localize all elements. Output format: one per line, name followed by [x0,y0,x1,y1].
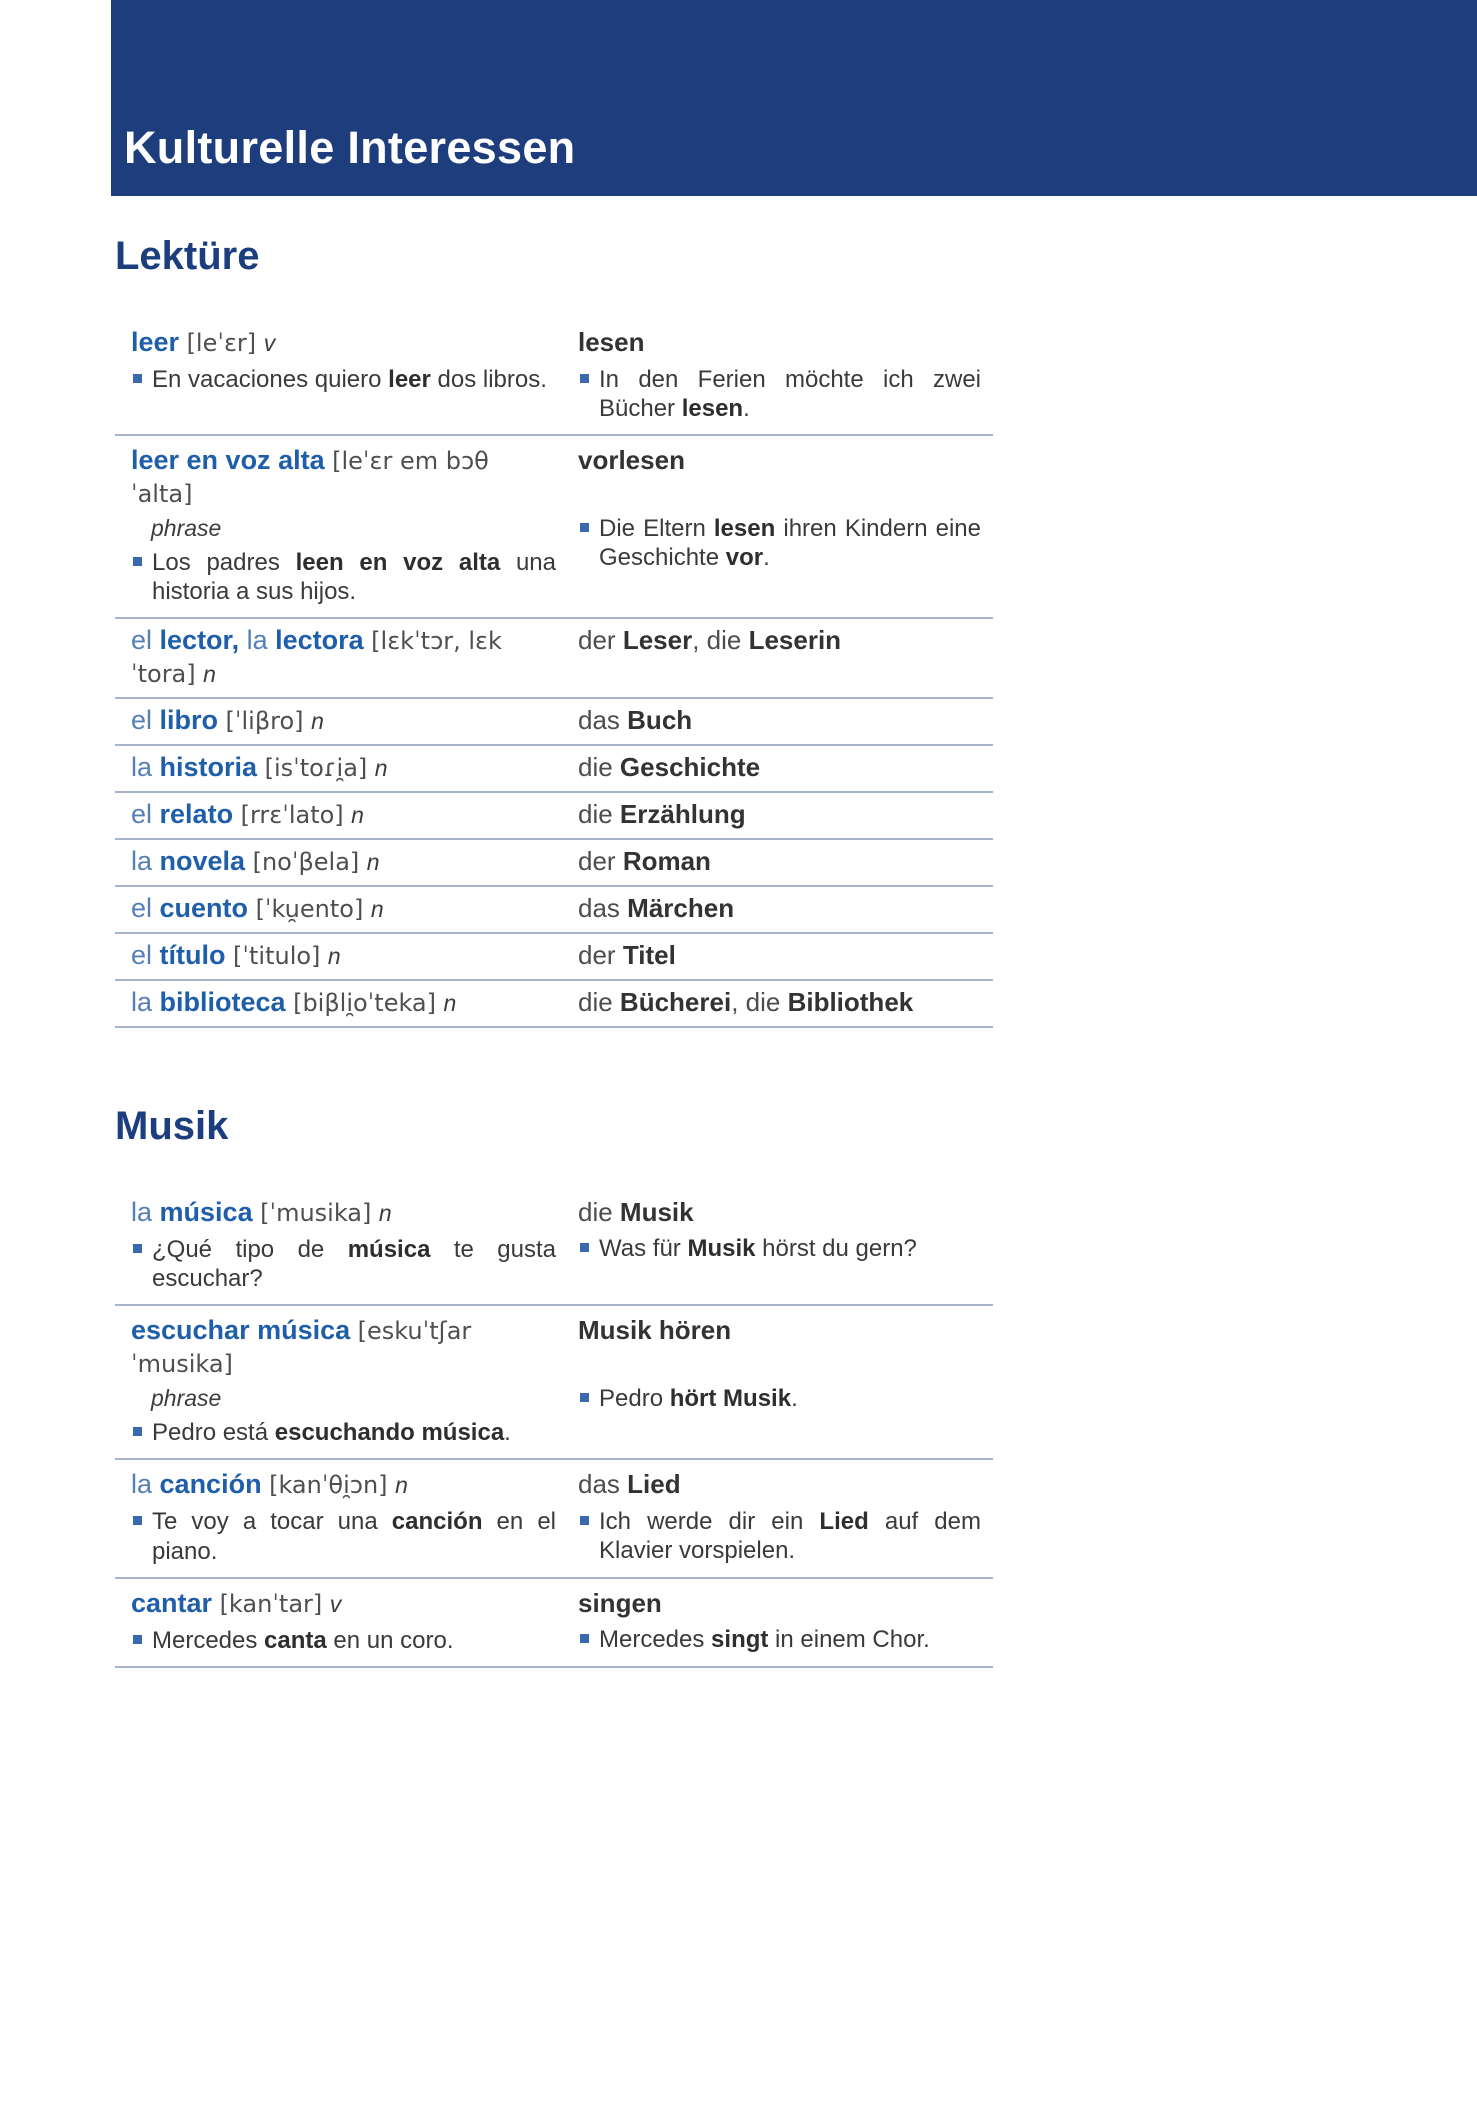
example-text: Pedro [599,1384,670,1412]
example-text: Ich werde dir ein [599,1507,820,1535]
example-sentence [599,1625,981,1654]
entry-spanish [115,845,578,878]
entry-row [115,1579,993,1668]
de-keyword: Bibliothek [787,986,914,1017]
example-text: una historia a sus hijos. [152,548,556,606]
entry-spanish [115,1314,578,1447]
example-bold-word: lesen [713,514,776,542]
de-article: der [578,625,623,656]
example-text: en un coro. [326,1626,454,1654]
chapter-title: Kulturelle Interessen [124,122,576,173]
es-head-line [131,1196,556,1229]
phonetic-transcription: [ˈku̯ento] [255,895,364,924]
phonetic-transcription: [kanˈtar] [219,1589,323,1618]
es-head-line [131,939,556,972]
example-item [578,1384,981,1413]
entries-list [115,318,993,1028]
example-item [578,1234,981,1263]
es-headword: canción [159,1469,262,1500]
de-keyword: Musik [619,1196,694,1227]
example-text: te gusta escuchar? [152,1235,557,1293]
entry-row [115,1460,993,1578]
entry-row [115,619,993,699]
de-head-line [578,845,981,878]
example-bold-word: leen en voz alta [295,548,501,576]
de-head-line [578,444,981,477]
example-item [578,514,981,573]
phonetic-transcription: [leˈɛr] [186,329,257,357]
part-of-speech-label: n [327,943,341,969]
es-headword: cuento [159,893,249,924]
entry-row [115,981,993,1028]
es-article: la [131,1469,160,1500]
example-text: Mercedes [599,1626,712,1654]
es-article: la [131,846,160,877]
es-head-line [131,624,556,690]
example-bold-word: hört Musik [669,1384,792,1412]
es-headword: música [159,1196,253,1227]
entries-list [115,1188,993,1668]
bullet-square-icon [580,1393,589,1402]
example-text: Was für [599,1235,688,1263]
phonetic-transcription: [leˈɛr em bɔθ ˈalta] [131,447,489,508]
de-head-line [578,1468,981,1501]
example-sentence [599,514,981,573]
part-of-speech-label: n [351,802,364,829]
entry-spanish [115,798,578,831]
de-keyword: Leserin [748,625,842,656]
example-item [578,1625,981,1654]
entry-german [578,845,993,878]
entry-spanish [115,624,578,690]
phonetic-transcription: [isˈtoɾi̯a] [264,754,368,783]
es-article: el [131,625,160,656]
de-keyword: Musik hören [578,1315,732,1346]
example-sentence [152,1235,556,1294]
example-bold-word: canta [264,1626,327,1654]
bullet-square-icon [133,1427,142,1436]
entry-german [578,624,993,690]
es-headword: lectora [275,625,364,656]
example-text: in einem Chor. [768,1626,930,1654]
section-heading: Lektüre [115,234,260,278]
es-article: la [131,986,160,1017]
es-head-line [131,1314,556,1380]
de-article: die [578,1196,620,1227]
example-bold-word: canción [391,1508,483,1536]
entry-german [578,704,993,737]
phonetic-transcription: [noˈβela] [252,848,360,877]
part-of-speech-label: v [329,1590,342,1617]
de-keyword: Erzählung [619,799,746,830]
part-of-speech-label: n [311,708,324,735]
de-keyword: Geschichte [619,752,761,783]
bullet-square-icon [133,1244,142,1253]
example-text: . [763,543,770,571]
content [115,196,993,1668]
example-item [131,365,556,394]
example-text: Los padres [152,548,296,576]
example-text: auf dem Klavier vorspielen. [599,1507,981,1565]
entry-row [115,318,993,436]
example-text: ihren Kindern eine Geschichte [599,514,981,571]
entry-row [115,1188,993,1306]
de-keyword: Lied [627,1469,681,1500]
es-head-line [131,326,556,359]
es-article: la [131,752,160,783]
es-headword: relato [159,799,234,830]
de-keyword: singen [578,1587,662,1618]
phonetic-transcription: [kanˈθi̯ɔn] [269,1471,388,1500]
example-item [131,1235,556,1294]
entry-spanish [115,892,578,925]
example-sentence [152,1626,556,1655]
de-head-line [578,624,981,657]
de-head-line [578,704,981,737]
entry-spanish [115,751,578,784]
chapter-header-band [111,0,1477,196]
es-headword: historia [159,752,258,783]
de-head-line [578,939,981,972]
es-headword: leer en voz alta [131,445,325,476]
example-text: dos libros. [430,365,547,393]
de-article: das [578,1469,628,1500]
bullet-square-icon [133,1635,142,1644]
entry-german [578,986,993,1019]
entry-row [115,793,993,840]
bullet-square-icon [133,1516,142,1525]
de-keyword: lesen [578,327,645,357]
part-of-speech-label: phrase [151,1385,222,1412]
example-text: ¿Qué tipo de [152,1235,348,1263]
de-keyword: Bücherei [619,986,732,1017]
phonetic-transcription: [ˈtitulo] [233,942,321,970]
de-keyword: Titel [622,940,676,970]
entry-german [578,1314,993,1447]
example-bold-word: lesen [681,394,744,422]
es-head-line [131,845,556,878]
example-text: . [743,394,750,422]
de-head-line [578,751,981,784]
entry-german [578,444,993,606]
example-sentence [599,365,981,424]
es-headword: libro [159,705,219,736]
bullet-square-icon [580,1634,589,1643]
de-keyword: Leser [622,625,693,656]
es-headword: biblioteca [159,986,286,1017]
es-headword: lector, [159,625,240,656]
de-keyword: vorlesen [578,445,685,476]
example-sentence [599,1507,981,1566]
es-head-line [131,751,556,784]
phonetic-transcription: [lɛkˈtɔr, lɛkˈtora] [131,627,502,689]
es-headword: título [159,940,226,970]
example-text: en el piano. [152,1508,556,1565]
example-bold-word: Musik [687,1235,756,1263]
entry-spanish [115,939,578,972]
example-bold-word: singt [711,1626,769,1654]
bullet-square-icon [580,1243,589,1252]
example-text: Mercedes [152,1626,265,1654]
es-article: la [131,1196,160,1227]
example-item [131,1626,556,1655]
entry-spanish [115,444,578,606]
phonetic-transcription: [ˈmusika] [260,1198,372,1227]
part-of-speech-label: n [370,896,384,923]
es-headword: cantar [131,1587,213,1618]
entry-german [578,892,993,925]
es-article: la [239,625,276,656]
de-article: der [578,940,623,970]
bullet-square-icon [133,374,142,383]
entry-row [115,840,993,887]
es-article: el [131,799,160,830]
example-text: In den Ferien möchte ich zwei Bücher [599,365,981,422]
example-bold-word: Lied [819,1507,869,1535]
de-article: der [578,846,623,877]
part-of-speech-label: v [263,330,276,356]
entry-spanish [115,986,578,1019]
es-head-line [131,798,556,831]
example-item [578,1507,981,1566]
section-lektuere [115,234,993,1028]
part-of-speech-label: phrase [151,514,222,541]
entry-german [578,1587,993,1655]
de-head-line [578,1587,981,1620]
example-item [131,1507,556,1566]
example-text: En vacaciones quiero [152,365,389,393]
entry-row [115,934,993,981]
example-text: Te voy a tocar una [152,1508,392,1536]
de-article: die [578,799,620,830]
example-text: hörst du gern? [755,1235,917,1263]
entry-spanish [115,1196,578,1293]
example-sentence [152,1507,556,1566]
example-bold-word: vor [725,543,764,571]
example-bold-word: escuchando música [274,1419,505,1447]
bullet-square-icon [580,374,589,383]
de-head-line [578,326,981,359]
example-text: Pedro está [152,1419,275,1447]
part-of-speech-label: n [203,661,216,688]
example-item [131,548,556,607]
bullet-square-icon [580,1516,589,1525]
de-keyword: Roman [622,846,711,877]
entry-row [115,887,993,934]
de-head-line [578,986,981,1019]
de-article: , die [731,986,788,1017]
de-article: die [578,752,620,783]
es-headword: leer [131,327,180,357]
part-of-speech-label: n [378,1199,392,1226]
example-text: Die Eltern [599,514,714,542]
entry-spanish [115,1468,578,1565]
entry-german [578,1468,993,1565]
es-head-line [131,986,556,1019]
entry-row [115,1306,993,1460]
de-article: das [578,705,628,736]
part-of-speech-label: n [443,989,457,1016]
part-of-speech-label: n [366,849,380,876]
entry-german [578,751,993,784]
example-text: . [504,1419,511,1447]
de-head-line [578,892,981,925]
de-head-line [578,1196,981,1229]
es-article: el [131,940,160,970]
entry-german [578,326,993,423]
es-head-line [131,892,556,925]
de-head-line [578,1314,981,1347]
section-heading: Musik [115,1103,229,1148]
entry-german [578,798,993,831]
entry-row [115,746,993,793]
example-item [131,1418,556,1447]
example-sentence [599,1234,981,1263]
phonetic-transcription: [ˈliβro] [225,707,304,736]
section-musik [115,1104,993,1668]
part-of-speech-label: n [395,1472,408,1499]
es-head-line [131,1587,556,1620]
bullet-square-icon [580,523,589,532]
example-text: . [791,1384,798,1412]
phonetic-transcription: [biβli̯oˈteka] [293,988,436,1017]
phonetic-transcription: [eskuˈtʃar ˈmusika] [131,1317,472,1379]
entry-german [578,1196,993,1293]
example-sentence [152,365,556,394]
es-headword: novela [159,846,246,877]
entry-spanish [115,326,578,423]
entry-spanish [115,1587,578,1655]
example-bold-word: leer [388,365,431,393]
es-headword: escuchar música [131,1315,351,1346]
de-article: die [578,986,620,1017]
de-keyword: Buch [627,705,693,736]
es-article: el [131,705,160,736]
phonetic-transcription: [rrɛˈlato] [240,801,344,830]
example-sentence [599,1384,981,1413]
bullet-square-icon [133,557,142,566]
part-of-speech-label: n [374,755,388,782]
de-article: das [578,893,628,924]
example-sentence [152,1418,556,1447]
es-head-line [131,704,556,737]
de-article: , die [692,625,749,656]
example-bold-word: música [347,1235,431,1263]
entry-row [115,699,993,746]
es-article: el [131,893,160,924]
de-head-line [578,798,981,831]
example-item [578,365,981,424]
es-head-line [131,444,556,510]
entry-row [115,436,993,619]
example-sentence [152,548,556,607]
es-head-line [131,1468,556,1501]
de-keyword: Märchen [627,893,735,924]
entry-spanish [115,704,578,737]
entry-german [578,939,993,972]
